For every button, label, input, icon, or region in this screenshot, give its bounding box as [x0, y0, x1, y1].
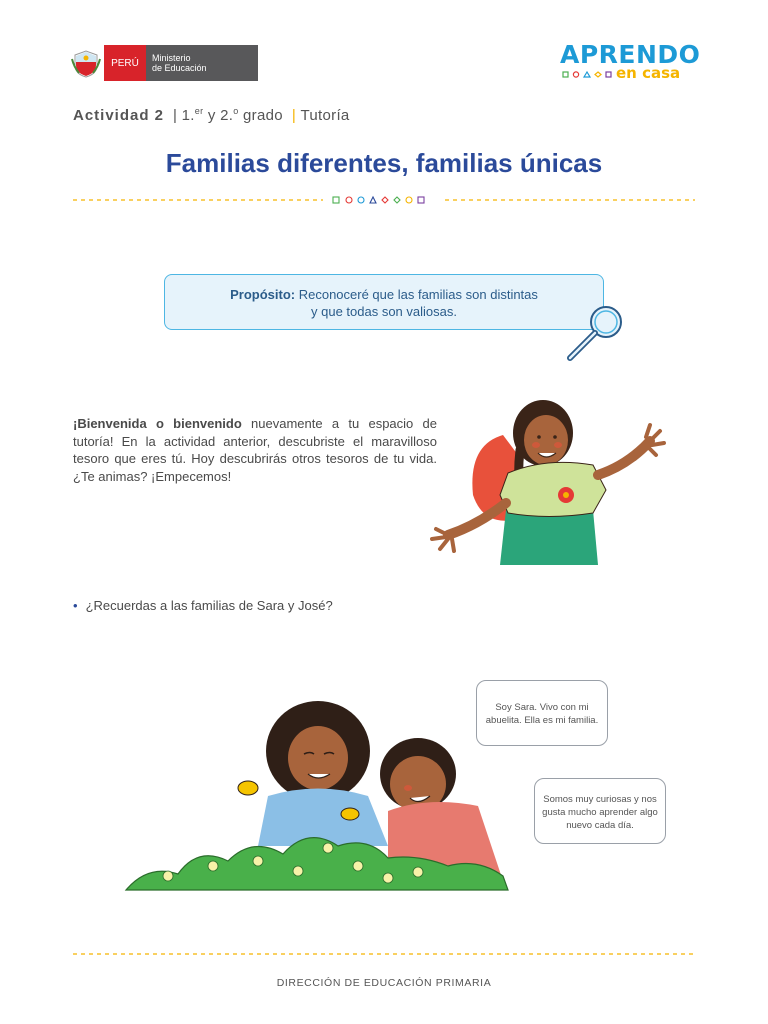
- footer-divider: [73, 952, 695, 956]
- purpose-label: Propósito:: [230, 287, 296, 302]
- ministry-logo: [68, 45, 258, 81]
- grade-conj: y 2.: [207, 107, 234, 124]
- purpose-box: [164, 274, 604, 330]
- grade-word: grado: [243, 107, 283, 124]
- peru-label: PERÚ: [104, 45, 146, 81]
- activity-line: Actividad 2 | 1.$^{er}$ y 2.$^o$ grado | Tutoría: [73, 106, 350, 124]
- bullet-dot: •: [73, 598, 78, 613]
- brand-subtitle: en casa: [616, 64, 681, 82]
- welcome-rest: nuevamente a tu espacio de tutoría! En la actividad anterior, descubriste el maravilloso tesoro que eres tú. Hoy descubrirás otros tesoros de tu vida. ¿Te animas? ¡Empecemos!: [73, 416, 438, 484]
- page-title: Familias diferentes, familias únicas: [165, 148, 603, 178]
- area-label: Tutoría: [300, 107, 350, 124]
- brand-title: APRENDO: [560, 40, 701, 69]
- welcome-strong: ¡Bienvenida o bienvenido: [73, 416, 242, 431]
- grade-2-sup: o: [233, 106, 239, 116]
- speech-bubble-sara: Soy Sara. Vivo con mi abuelita. Ella es mi familia.: [476, 680, 608, 746]
- magnifier-icon: [562, 302, 628, 366]
- title-divider: [73, 192, 695, 208]
- bullet-item: ¿Recuerdas a las familias de Sara y José?: [85, 598, 333, 613]
- aprendo-en-casa-logo: [560, 42, 700, 82]
- girl-illustration: [428, 395, 688, 565]
- welcome-paragraph: [73, 415, 437, 485]
- grade-1: 1.: [181, 107, 195, 124]
- activity-label: Actividad 2: [73, 107, 165, 124]
- bullet-list: [73, 598, 333, 613]
- grade-1-sup: er: [194, 106, 204, 116]
- brand-shapes-icon: [562, 70, 614, 80]
- purpose-line-1: Reconoceré que las familias son distintas: [298, 287, 538, 302]
- footer-text: DIRECCIÓN DE EDUCACIÓN PRIMARIA: [276, 977, 492, 989]
- purpose-line-2: y que todas son valiosas.: [311, 304, 457, 319]
- ministry-line-2: de Educación: [152, 63, 207, 73]
- family-illustration: [118, 696, 518, 896]
- ministry-label: [146, 45, 258, 81]
- ministry-line-1: Ministerio: [152, 53, 191, 63]
- coat-of-arms-icon: [68, 45, 104, 81]
- speech-bubble-grandmother: Somos muy curiosas y nos gusta mucho aprender algo nuevo cada día.: [534, 778, 666, 844]
